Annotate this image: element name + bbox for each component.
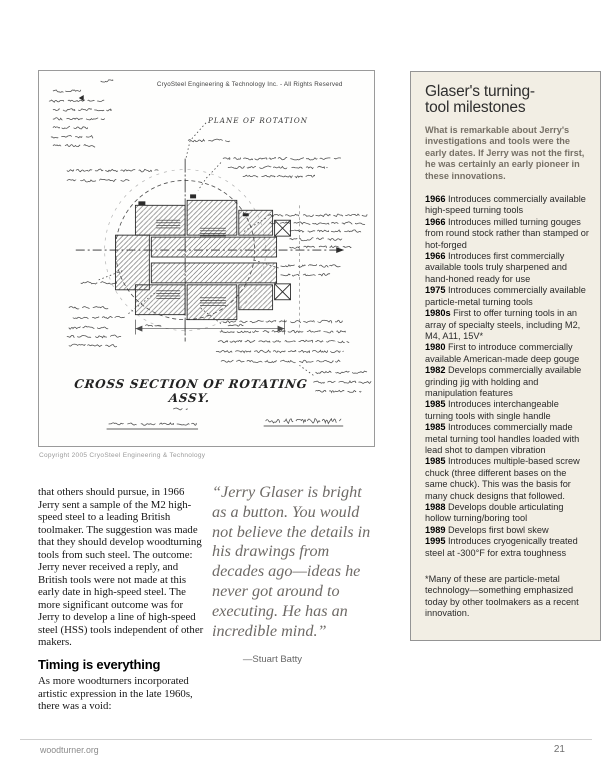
milestone-entry: 1966 Introduces first commercially available tools truly sharpened and hand-honed ready for use — [425, 251, 567, 284]
milestone-entry: 1966 Introduces commercially available high-speed turning tools — [425, 194, 586, 216]
figure-caption: Copyright 2005 CryoSteel Engineering & Technology — [39, 452, 206, 459]
drawing-header: CryoSteel Engineering & Technology Inc. - All Rights Reserved — [156, 81, 343, 89]
milestones-list — [425, 194, 589, 559]
milestone-entry: 1985 Introduces multiple-based screw chuck (three different bases on the same chuck). This was the basis for many chuck designs that followed. — [425, 456, 580, 501]
bearing-cross-boxes — [275, 220, 291, 300]
article-column — [38, 486, 204, 713]
pull-quote-attribution: —Stuart Batty — [242, 654, 302, 666]
milestone-entry: 1982 Develops commercially available grinding jig with holding and manipulation features — [425, 365, 582, 398]
sidebar-box — [410, 71, 601, 641]
plane-of-rotation-label: PLANE OF ROTATION — [207, 115, 309, 125]
centerline-arrow — [336, 247, 344, 253]
milestone-entry: 1988 Develops double articulating hollow turning/boring tool — [425, 502, 564, 524]
footer-site-url: woodturner.org — [40, 745, 99, 755]
drawing-title-line2: ASSY. — [168, 391, 211, 406]
section-heading: Timing is everything — [38, 656, 161, 672]
article-paragraph: that others should pursue, in 1966 Jerry sent a sample of the M2 high-speed steel to a leading British toolmaker. The suggestion was made that they should develop woodturning tools from such steel. The outcome: Jerry never received a reply, and British tools were not made at this early date in high-speed steel. The more significant outcome was for Jerry to develop a line of high-speed steel (HSS) tools independent of other makers. — [38, 486, 204, 648]
milestone-entry: 1980s First to offer turning tools in an array of specialty steels, including M2, M4, A11, 15V* — [425, 308, 581, 341]
sidebar-footnote: *Many of these are particle-metal technology—something emphasized today by other toolmakers as a recent innovation. — [425, 574, 579, 619]
sidebar-title-line2: tool milestones — [425, 99, 526, 116]
article-paragraph: As more woodturners incorporated artistic expression in the late 1960s, there was a void: — [38, 675, 193, 712]
drawing-title-script — [72, 377, 308, 405]
milestone-entry: 1995 Introduces cryogenically treated steel at -300°F for extra toughness — [425, 536, 578, 558]
sidebar-intro: What is remarkable about Jerry's investigations and tools were the early dates. If Jerry was not the first, he was certainly an early pioneer in these innovations. — [425, 125, 585, 181]
milestone-entry: 1980 First to introduce commercially available American-made deep gouge — [425, 342, 580, 364]
assembly-cross-section — [76, 95, 344, 342]
milestone-entry: 1989 Develops first bowl skew — [425, 524, 549, 535]
milestone-entry: 1966 Introduces milled turning gouges from round stock rather than stamped or hot-forged — [425, 216, 589, 250]
drawing-title-line1: CROSS SECTION OF ROTATING — [73, 377, 309, 392]
milestone-entry: 1985 Introduces interchangeable turning tools with single handle — [425, 399, 559, 421]
footer-rule — [20, 739, 592, 740]
sidebar-title-line1: Glaser's turning- — [425, 83, 535, 100]
milestone-entry: 1985 Introduces commercially made metal turning tool handles loaded with lead shot to dampen vibration — [425, 422, 580, 455]
pull-quote — [212, 483, 380, 670]
footer-page-number: 21 — [553, 744, 565, 755]
milestone-entry: 1975 Introduces commercially available particle-metal turning tools — [425, 285, 586, 307]
technical-drawing-figure — [38, 70, 375, 447]
pull-quote-text: “Jerry Glaser is bright as a button. You would not believe the details in his drawings from decades ago—ideas he never got around to executing. He has an incredible mind.” — [212, 483, 371, 640]
cross-section-drawing — [39, 71, 374, 446]
sidebar-title — [425, 84, 589, 116]
dimension-lines — [135, 320, 284, 335]
